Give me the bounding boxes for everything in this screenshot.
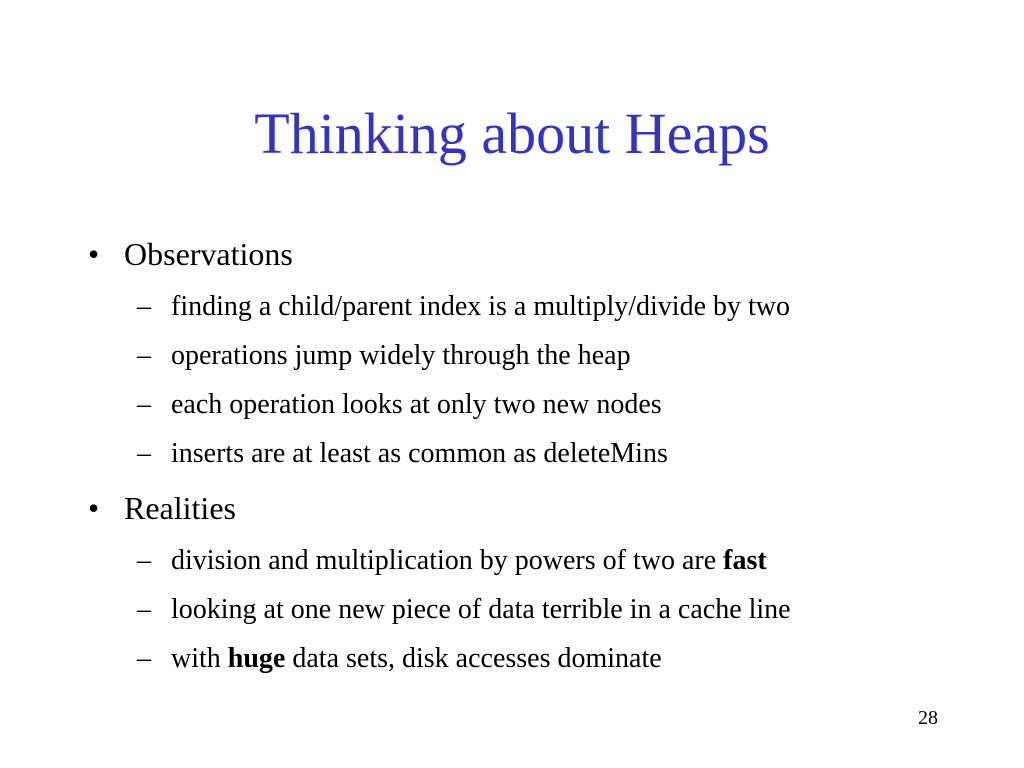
dash-icon: – bbox=[137, 545, 151, 576]
sub-bullet-text-part: data sets, disk accesses dominate bbox=[285, 643, 662, 674]
sub-bullet-text: operations jump widely through the heap bbox=[171, 340, 631, 371]
dash-icon: – bbox=[137, 389, 151, 420]
sub-bullet-text: inserts are at least as common as deleteMins bbox=[171, 438, 668, 469]
dash-icon: – bbox=[137, 643, 151, 674]
bullet-icon: • bbox=[88, 236, 100, 272]
dash-icon: – bbox=[137, 594, 151, 625]
dash-icon: – bbox=[137, 438, 151, 469]
sub-bullet-text-part: with bbox=[171, 643, 228, 674]
bullet-heading: Observations bbox=[124, 236, 293, 272]
sub-bullet-text bbox=[171, 544, 767, 578]
sub-bullet-text bbox=[171, 642, 662, 676]
sub-bullet-text: looking at one new piece of data terrible in a cache line bbox=[171, 594, 791, 625]
slide-title: Thinking about Heaps bbox=[254, 101, 770, 166]
emphasis-text: huge bbox=[227, 643, 286, 674]
sub-bullet-text: finding a child/parent index is a multiply/divide by two bbox=[171, 291, 791, 322]
dash-icon: – bbox=[137, 340, 151, 371]
emphasis-text: fast bbox=[723, 545, 767, 576]
sub-bullet-text: each operation looks at only two new nodes bbox=[171, 389, 662, 420]
dash-icon: – bbox=[137, 291, 151, 322]
sub-bullet-text-part: division and multiplication by powers of two are bbox=[171, 545, 724, 576]
page-number: 28 bbox=[918, 707, 938, 729]
bullet-heading: Realities bbox=[124, 490, 236, 526]
bullet-icon: • bbox=[88, 490, 100, 526]
